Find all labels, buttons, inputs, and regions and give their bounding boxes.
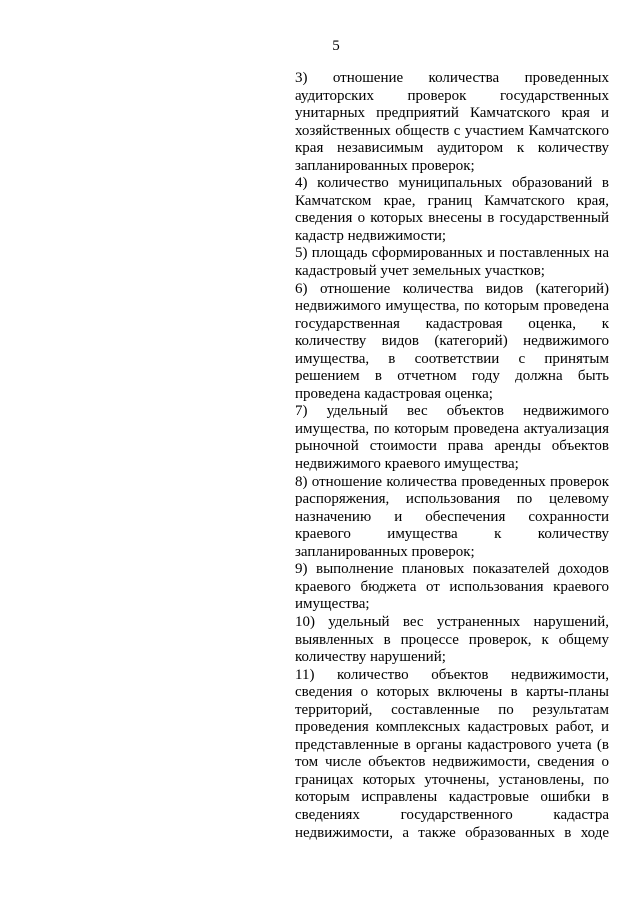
- text-line: проведена кадастровая оценка;: [295, 385, 493, 402]
- text-line: территорий, составленные по результатам: [295, 701, 609, 718]
- text-line: назначению и обеспечения сохранности: [295, 508, 609, 525]
- text-line: 11) количество объектов недвижимости,: [295, 666, 609, 683]
- text-line: сведения о которых включены в карты-планы: [295, 684, 609, 701]
- text-line: Камчатском крае, границ Камчатского края,: [295, 192, 609, 209]
- text-line: том числе объектов недвижимости, сведения о: [295, 754, 609, 771]
- text-line: краевого имущества к количеству: [295, 526, 609, 543]
- text-line: 10) удельный вес устраненных нарушений,: [295, 613, 609, 630]
- text-line: решением в отчетном году должна быть: [295, 368, 609, 385]
- text-line: краевого бюджета от использования краевого: [295, 578, 609, 595]
- text-line: проведения комплексных кадастровых работ, и: [295, 719, 609, 736]
- text-line: недвижимого имущества, по которым проведена: [295, 298, 609, 315]
- text-line: имущества, в соответствии с принятым: [295, 350, 609, 367]
- text-line: 7) удельный вес объектов недвижимого: [295, 403, 609, 420]
- list-item-5: [295, 245, 609, 280]
- document-text: [295, 70, 609, 842]
- list-item-7: [295, 403, 609, 473]
- text-line: рыночной стоимости права аренды объектов: [295, 438, 609, 455]
- text-line: 9) выполнение плановых показателей доходов: [295, 561, 609, 578]
- text-line: имущества, по которым проведена актуализация: [295, 420, 609, 437]
- text-line: края независимым аудитором к количеству: [295, 140, 609, 157]
- text-line: аудиторских проверок государственных: [295, 87, 609, 104]
- text-line: кадастровый учет земельных участков;: [295, 263, 545, 280]
- text-line: государственная кадастровая оценка, к: [295, 315, 609, 332]
- page-number: 5: [332, 38, 340, 54]
- text-line: недвижимости, а также образованных в ходе: [295, 824, 609, 841]
- text-line: 4) количество муниципальных образований в: [295, 175, 609, 192]
- text-line: хозяйственных обществ с участием Камчатского: [295, 122, 609, 139]
- text-line: выявленных в процессе проверок, к общему: [295, 631, 609, 648]
- list-item-6: [295, 281, 609, 404]
- text-line: представленные в органы кадастрового учета (в: [295, 736, 609, 753]
- text-line: количеству нарушений;: [295, 649, 446, 666]
- list-item-9: [295, 561, 609, 614]
- text-line: количеству видов (категорий) недвижимого: [295, 333, 609, 350]
- text-line: которым исправлены кадастровые ошибки в: [295, 789, 609, 806]
- list-item-8: [295, 474, 609, 562]
- text-line: 3) отношение количества проведенных: [295, 70, 609, 86]
- list-item-4: [295, 175, 609, 245]
- text-line: границах которых уточнены, установлены, по: [295, 771, 609, 788]
- text-line: кадастр недвижимости;: [295, 227, 447, 244]
- text-line: сведения о которых внесены в государственный: [295, 210, 609, 227]
- list-item-11: [295, 667, 609, 842]
- list-item-10: [295, 614, 609, 667]
- text-line: сведениях государственного кадастра: [295, 806, 609, 823]
- list-item-3: [295, 70, 609, 175]
- text-line: 6) отношение количества видов (категорий): [295, 280, 609, 297]
- text-line: распоряжения, использования по целевому: [295, 491, 609, 508]
- text-line: запланированных проверок;: [295, 157, 475, 174]
- text-line: 5) площадь сформированных и поставленных на: [295, 245, 609, 262]
- text-line: унитарных предприятий Камчатского края и: [295, 105, 609, 122]
- text-line: 8) отношение количества проведенных проверок: [295, 473, 609, 490]
- text-line: имущества;: [295, 596, 370, 613]
- text-line: недвижимого краевого имущества;: [295, 456, 519, 473]
- text-line: запланированных проверок;: [295, 543, 475, 560]
